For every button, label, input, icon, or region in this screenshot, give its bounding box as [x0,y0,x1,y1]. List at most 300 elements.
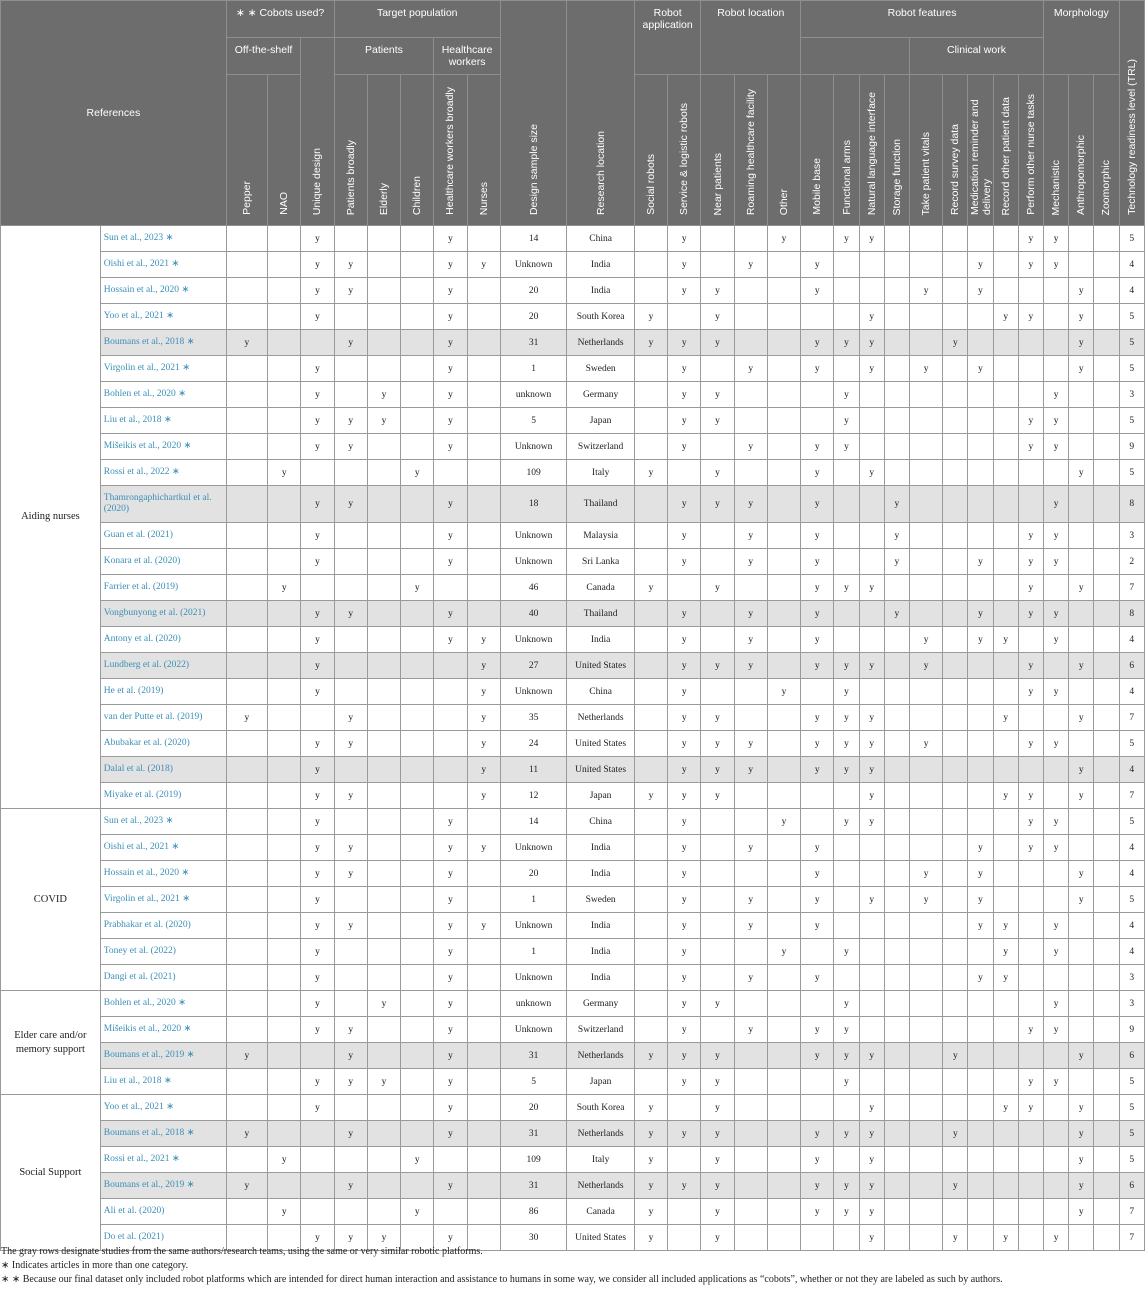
table-cell: y [434,1173,467,1199]
table-cell [1069,835,1094,861]
table-cell [226,939,267,965]
table-cell [1069,809,1094,835]
table-cell [367,460,400,486]
table-cell [334,653,367,679]
table-cell [701,523,734,549]
table-cell [767,252,800,278]
table-cell: y [334,861,367,887]
reference-link[interactable]: Konara et al. (2020) [103,556,181,566]
table-cell [968,434,993,460]
table-cell [367,887,400,913]
table-cell [859,549,884,575]
table-cell [701,627,734,653]
table-cell [993,1199,1018,1225]
table-cell [1094,783,1119,809]
reference-cell[interactable] [100,705,226,731]
table-cell [634,861,667,887]
reference-cell[interactable] [100,382,226,408]
reference-cell[interactable] [100,679,226,705]
table-cell [701,434,734,460]
reference-link[interactable]: Mišeikis et al., 2020 [103,441,182,451]
table-cell [767,408,800,434]
table-cell [943,887,968,913]
table-cell: 6 [1119,653,1144,679]
table-cell [943,653,968,679]
table-cell: y [226,705,267,731]
table-cell: y [909,278,942,304]
table-cell: 7 [1119,1199,1144,1225]
reference-link[interactable]: Abubakar et al. (2020) [103,738,190,748]
category-label: Elder care and/or memory support [1,991,101,1095]
table-cell: y [801,278,834,304]
reference-cell[interactable] [100,1173,226,1199]
table-cell: y [701,783,734,809]
col-mechanistic: Mechanistic [1043,75,1068,226]
table-cell [1018,330,1043,356]
table-cell [1043,278,1068,304]
table-cell [1069,731,1094,757]
table-cell [884,705,909,731]
table-cell: y [1069,1095,1094,1121]
table-cell: y [834,757,859,783]
table-cell: y [1069,887,1094,913]
reference-cell[interactable] [100,835,226,861]
table-cell [467,1173,500,1199]
table-cell: 4 [1119,939,1144,965]
reference-link[interactable]: Rossi et al., 2021 [103,1154,170,1164]
table-cell [834,252,859,278]
reference-cell[interactable] [100,252,226,278]
table-cell [1094,1095,1119,1121]
table-cell [268,861,301,887]
table-cell [1018,382,1043,408]
table-cell [1018,757,1043,783]
table-cell [909,705,942,731]
table-row [1,382,1145,408]
reference-cell[interactable] [100,991,226,1017]
table-cell [226,809,267,835]
table-cell: y [701,991,734,1017]
table-cell: 7 [1119,575,1144,601]
table-cell [943,861,968,887]
footnote-double-asterisk: ∗ ∗ Because our final dataset only included robot platforms which are intended for direct human interaction and assistance to humans in some way, we consider all included applications as “cobots”, whether or not they are labeled as such by authors. [1,1274,1003,1285]
table-cell: y [767,679,800,705]
table-cell: y [1043,486,1068,523]
table-cell: India [567,939,635,965]
table-cell [334,382,367,408]
reference-cell[interactable] [100,939,226,965]
table-cell [993,434,1018,460]
table-cell: y [301,783,334,809]
table-cell [884,575,909,601]
table-cell: 7 [1119,705,1144,731]
reference-cell[interactable] [100,1043,226,1069]
table-cell: y [701,1069,734,1095]
table-cell: y [1043,809,1068,835]
reference-cell[interactable] [100,1121,226,1147]
table-cell [401,549,434,575]
table-cell [1043,783,1068,809]
reference-link[interactable]: Bohlen et al., 2020 [103,389,176,399]
table-cell [226,835,267,861]
table-cell: y [884,549,909,575]
table-cell [1094,965,1119,991]
reference-link[interactable]: Liu et al., 2018 [103,1076,162,1086]
table-cell [1069,601,1094,627]
table-cell [301,1147,334,1173]
table-cell: 5 [500,408,567,434]
table-cell [701,226,734,252]
table-cell [401,1095,434,1121]
table-cell: y [634,1043,667,1069]
reference-cell[interactable] [100,913,226,939]
table-cell [884,887,909,913]
table-row [1,1017,1145,1043]
reference-link[interactable]: He et al. (2019) [103,686,164,696]
table-cell [634,965,667,991]
reference-link[interactable]: Yoo et al., 2021 [103,311,164,321]
table-cell [334,549,367,575]
reference-link[interactable]: Bohlen et al., 2020 [103,998,176,1008]
table-cell: y [367,1069,400,1095]
table-cell: y [1043,1069,1068,1095]
table-cell: Unknown [500,549,567,575]
reference-link[interactable]: Thamrongaphichartkul et al. (2020) [103,493,212,514]
reference-cell[interactable] [100,434,226,460]
table-cell [884,783,909,809]
reference-link[interactable]: Vongbunyong et al. (2021) [103,608,206,618]
reference-link[interactable]: Do et al. (2021) [103,1232,164,1242]
table-cell: y [834,382,859,408]
reference-link[interactable]: Sun et al., 2023 [103,816,164,826]
table-cell: y [859,757,884,783]
reference-cell[interactable] [100,887,226,913]
table-cell: y [801,1121,834,1147]
reference-cell[interactable] [100,757,226,783]
table-cell: y [434,861,467,887]
table-cell: y [334,913,367,939]
reference-cell[interactable] [100,1017,226,1043]
reference-cell[interactable] [100,627,226,653]
table-cell [401,861,434,887]
table-cell: y [993,965,1018,991]
table-cell [467,460,500,486]
table-cell [767,861,800,887]
reference-link[interactable]: Liu et al., 2018 [103,415,162,425]
reference-cell[interactable] [100,1069,226,1095]
table-cell: y [434,1225,467,1251]
table-cell: y [1069,460,1094,486]
reference-cell[interactable] [100,1147,226,1173]
table-cell [909,549,942,575]
reference-link[interactable]: Hossain et al., 2020 [103,285,179,295]
table-cell: 6 [1119,1043,1144,1069]
table-cell [1043,304,1068,330]
reference-link[interactable]: Virgolin et al., 2021 [103,894,180,904]
table-cell [909,523,942,549]
table-cell [943,1147,968,1173]
table-cell [909,304,942,330]
footnotes [0,1245,1145,1287]
table-cell [401,679,434,705]
reference-link[interactable]: Sun et al., 2023 [103,233,164,243]
table-cell [467,601,500,627]
table-cell: India [567,627,635,653]
table-cell [834,304,859,330]
table-cell: y [334,705,367,731]
multi-category-marker: ∗ [166,311,175,321]
table-cell: y [434,382,467,408]
reference-link[interactable]: Dangi et al. (2021) [103,972,176,982]
table-cell [884,913,909,939]
reference-link[interactable]: Dalal et al. (2018) [103,764,173,774]
table-row [1,575,1145,601]
table-cell [859,679,884,705]
table-cell [767,627,800,653]
table-cell [1069,486,1094,523]
reference-link[interactable]: Prabhakar et al. (2020) [103,920,191,930]
table-cell: y [668,679,701,705]
table-row [1,304,1145,330]
table-cell: y [467,783,500,809]
reference-link[interactable]: van der Putte et al. (2019) [103,712,203,722]
table-row [1,653,1145,679]
reference-cell[interactable] [100,304,226,330]
table-cell: y [834,653,859,679]
table-cell: y [1018,835,1043,861]
table-cell [226,356,267,382]
table-cell: Netherlands [567,1043,635,1069]
table-cell: 5 [1119,408,1144,434]
reference-cell[interactable] [100,523,226,549]
reference-link[interactable]: Ali et al. (2020) [103,1206,165,1216]
reference-link[interactable]: Boumans et al., 2018 [103,1128,185,1138]
table-cell [1043,330,1068,356]
table-cell [767,278,800,304]
table-cell: Unknown [500,434,567,460]
col-arms: Functional arms [834,75,859,226]
reference-link[interactable]: Rossi et al., 2022 [103,467,170,477]
table-cell: y [268,1147,301,1173]
reference-link[interactable]: Guan et al. (2021) [103,530,173,540]
table-cell [301,1121,334,1147]
table-cell [909,1043,942,1069]
table-cell: y [268,1199,301,1225]
table-cell [434,783,467,809]
reference-cell[interactable] [100,549,226,575]
table-cell: 5 [500,1069,567,1095]
table-cell [801,382,834,408]
reference-cell[interactable] [100,226,226,252]
table-cell [734,575,767,601]
references-header: References [1,1,227,226]
table-cell [909,408,942,434]
col-trl: Technology readiness level (TRL) [1119,1,1144,226]
reference-cell[interactable] [100,783,226,809]
reference-link[interactable]: Lundberg et al. (2022) [103,660,190,670]
table-cell [367,679,400,705]
table-cell [859,939,884,965]
reference-cell[interactable] [100,861,226,887]
table-cell [767,991,800,1017]
table-cell [1094,1069,1119,1095]
reference-link[interactable]: Farrier et al. (2019) [103,582,179,592]
table-cell [834,601,859,627]
table-cell: y [467,757,500,783]
reference-link[interactable]: Antony et al. (2020) [103,634,181,644]
table-cell [968,1147,993,1173]
table-cell: 5 [1119,356,1144,382]
table-cell: 35 [500,705,567,731]
reference-link[interactable]: Mišeikis et al., 2020 [103,1024,182,1034]
reference-cell[interactable] [100,278,226,304]
table-cell [467,1043,500,1069]
reference-cell[interactable] [100,408,226,434]
table-cell [226,757,267,783]
table-cell [767,304,800,330]
table-cell: y [301,861,334,887]
table-cell [734,1173,767,1199]
reference-cell[interactable] [100,575,226,601]
table-cell: y [801,601,834,627]
col-record-other: Record other patient data [993,75,1018,226]
reference-cell[interactable] [100,1095,226,1121]
table-cell: y [801,1173,834,1199]
reference-cell[interactable] [100,486,226,523]
table-cell [767,965,800,991]
table-cell [1069,679,1094,705]
table-cell: United States [567,1225,635,1251]
table-cell: y [301,1225,334,1251]
table-cell [993,486,1018,523]
table-cell: y [401,1199,434,1225]
table-cell: y [734,356,767,382]
reference-link[interactable]: Boumans et al., 2019 [103,1180,185,1190]
table-cell: 3 [1119,991,1144,1017]
table-cell: 1 [500,939,567,965]
table-cell [943,523,968,549]
table-cell [993,1121,1018,1147]
table-cell [1043,653,1068,679]
table-cell: y [909,627,942,653]
table-cell [909,1199,942,1225]
table-cell: Netherlands [567,705,635,731]
reference-cell[interactable] [100,731,226,757]
table-cell [226,226,267,252]
reference-link[interactable]: Boumans et al., 2018 [103,337,185,347]
table-cell: y [1069,304,1094,330]
table-cell [968,486,993,523]
table-cell: y [734,653,767,679]
table-cell [859,861,884,887]
reference-link[interactable]: Toney et al. (2022) [103,946,176,956]
table-cell: 6 [1119,1173,1144,1199]
reference-cell[interactable] [100,356,226,382]
reference-link[interactable]: Boumans et al., 2019 [103,1050,185,1060]
table-cell [434,1147,467,1173]
reference-link[interactable]: Virgolin et al., 2021 [103,363,180,373]
reference-cell[interactable] [100,653,226,679]
table-row [1,1199,1145,1225]
table-cell: y [1043,434,1068,460]
reference-cell[interactable] [100,809,226,835]
table-cell [1094,252,1119,278]
table-cell: South Korea [567,304,635,330]
table-cell: y [634,783,667,809]
category-label: COVID [1,809,101,991]
table-cell [334,887,367,913]
table-cell [467,523,500,549]
table-cell [268,1043,301,1069]
table-cell: 5 [1119,731,1144,757]
reference-cell[interactable] [100,1199,226,1225]
table-row [1,1095,1145,1121]
table-cell: y [401,1147,434,1173]
reference-cell[interactable] [100,601,226,627]
table-cell [943,549,968,575]
reference-link[interactable]: Hossain et al., 2020 [103,868,179,878]
reference-link[interactable]: Oishi et al., 2021 [103,259,169,269]
table-cell [634,226,667,252]
table-cell [993,861,1018,887]
table-cell: y [993,705,1018,731]
table-cell: y [968,601,993,627]
reference-cell[interactable] [100,460,226,486]
table-cell: 31 [500,1121,567,1147]
table-cell: y [668,1121,701,1147]
table-cell [268,991,301,1017]
reference-cell[interactable] [100,965,226,991]
table-cell: y [301,486,334,523]
table-cell: y [434,1043,467,1069]
table-cell [1094,731,1119,757]
table-cell: y [334,783,367,809]
table-cell: y [334,1225,367,1251]
table-row [1,601,1145,627]
reference-cell[interactable] [100,330,226,356]
reference-link[interactable]: Miyake et al. (2019) [103,790,182,800]
table-cell [734,1121,767,1147]
table-cell: y [1043,913,1068,939]
table-cell [634,1017,667,1043]
robot-location-header: Robot location [701,1,801,75]
table-cell: 12 [500,783,567,809]
table-cell [884,1147,909,1173]
table-cell: 40 [500,601,567,627]
table-cell: y [334,601,367,627]
table-cell: y [859,731,884,757]
table-cell [943,991,968,1017]
table-cell [467,939,500,965]
table-cell: 7 [1119,783,1144,809]
table-cell: y [301,523,334,549]
table-cell [884,991,909,1017]
table-cell [401,382,434,408]
table-cell [801,679,834,705]
table-cell [1043,460,1068,486]
table-cell: y [834,226,859,252]
table-cell [767,705,800,731]
table-cell: y [467,731,500,757]
table-cell: y [1018,549,1043,575]
table-cell: y [1069,330,1094,356]
table-cell [834,356,859,382]
reference-link[interactable]: Oishi et al., 2021 [103,842,169,852]
table-cell: y [1018,809,1043,835]
reference-link[interactable]: Yoo et al., 2021 [103,1102,164,1112]
table-cell: y [943,1043,968,1069]
table-cell [909,679,942,705]
